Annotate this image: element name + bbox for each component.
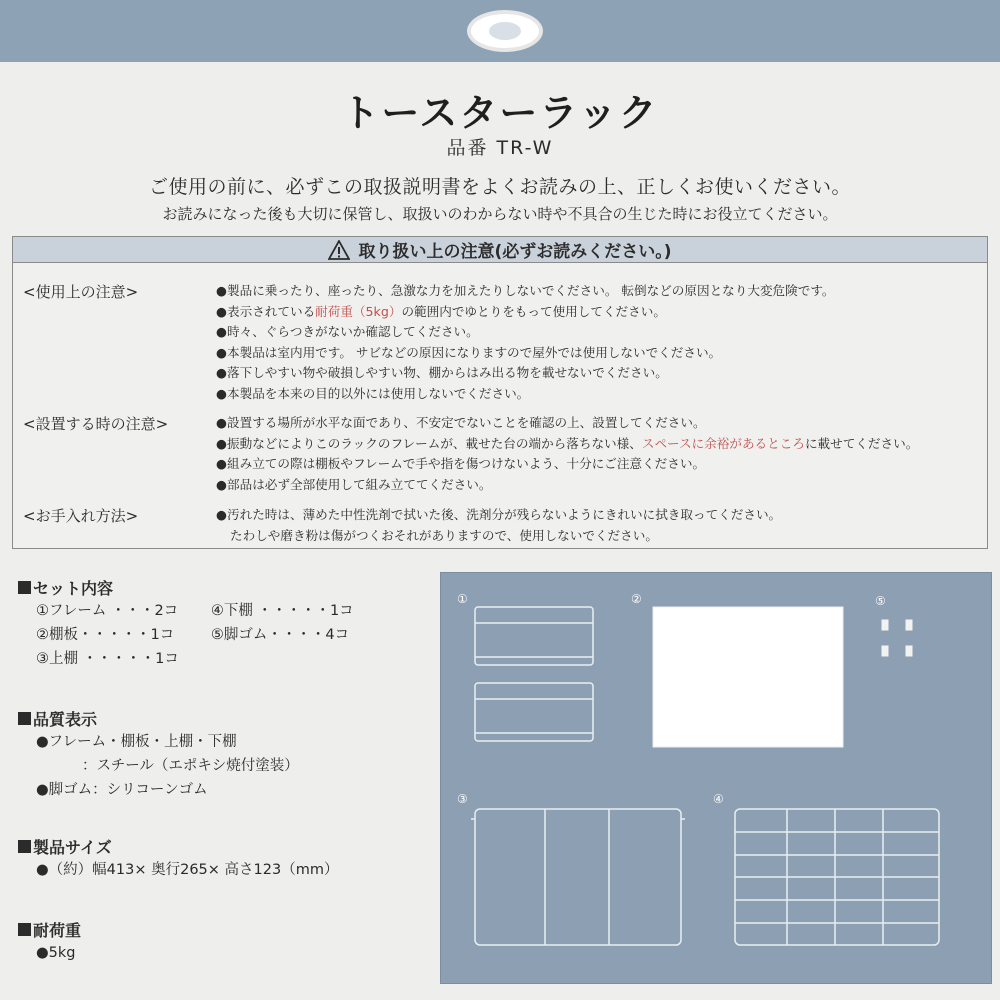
list-item: ●組み立ての際は棚板やフレームで手や指を傷つけないよう、十分にご注意ください。 bbox=[216, 456, 706, 471]
list-item: ●振動などによりこのラックのフレームが、載せた台の端から落ちない様、スペースに余裕があるところに載せてください。 bbox=[216, 435, 919, 451]
list-item: ：スチール（エポキシ焼付塗装） bbox=[82, 758, 299, 774]
care-title: <お手入れ方法> bbox=[23, 507, 139, 525]
list-item: ●落下しやすい物や破損しやすい物、棚からはみ出る物を載せないでください。 bbox=[216, 365, 668, 380]
parts-drawing bbox=[441, 573, 993, 985]
list-item: ①フレーム ・・・2コ bbox=[36, 603, 179, 619]
care-items bbox=[216, 505, 981, 546]
install-items bbox=[216, 413, 981, 495]
frame-part-drawing bbox=[475, 607, 593, 741]
quality-heading: 品質表示 bbox=[18, 707, 299, 730]
upper-shelf-part-drawing bbox=[471, 809, 685, 945]
product-title: トースターラック bbox=[341, 91, 659, 135]
parts-diagram bbox=[440, 572, 992, 984]
list-item: ●（約）幅413× 奥行265× 高さ123（mm） bbox=[36, 862, 339, 878]
lower-shelf-part-drawing bbox=[735, 809, 939, 945]
list-item: ●設置する場所が水平な面であり、不安定でないことを確認の上、設置してください。 bbox=[216, 415, 706, 430]
usage-title: <使用上の注意> bbox=[23, 283, 139, 301]
part-label-5: ⑤ bbox=[875, 594, 886, 608]
part-label-2: ② bbox=[631, 592, 642, 606]
intro-line-2: お読みになった後も大切に保管し、取扱いのわからない時や不具合の生じた時にお役立てください。 bbox=[162, 205, 838, 223]
caution-box bbox=[12, 236, 988, 549]
part-label-3: ③ bbox=[457, 792, 468, 806]
size-section bbox=[18, 835, 338, 882]
shelf-board-part-drawing bbox=[653, 607, 843, 747]
list-item: ●製品に乗ったり、座ったり、急激な力を加えたりしないでください。 転倒などの原因となり大変危険です。 bbox=[216, 283, 835, 298]
square-bullet-icon bbox=[18, 712, 31, 725]
install-title: <設置する時の注意> bbox=[23, 415, 169, 433]
list-item-continued: たわしや磨き粉は傷がつくおそれがありますので、使用しないでください。 bbox=[230, 527, 658, 543]
part-label-4: ④ bbox=[713, 792, 724, 806]
model-number: 品番 TR-W bbox=[446, 137, 554, 159]
load-heading: 耐荷重 bbox=[18, 918, 81, 941]
set-contents-heading: セット内容 bbox=[18, 576, 428, 599]
size-heading: 製品サイズ bbox=[18, 835, 338, 858]
quality-section bbox=[18, 707, 299, 802]
list-item: ●5kg bbox=[36, 945, 76, 961]
rubber-feet-part-drawing bbox=[881, 619, 913, 657]
list-item: ●脚ゴム：シリコーンゴム bbox=[36, 782, 208, 798]
list-item: ●フレーム・棚板・上棚・下棚 bbox=[36, 734, 237, 750]
list-item: ③上棚 ・・・・・1コ bbox=[36, 651, 179, 667]
list-item: ●時々、ぐらつきがないか確認してください。 bbox=[216, 324, 479, 339]
square-bullet-icon bbox=[18, 581, 31, 594]
load-section bbox=[18, 918, 81, 965]
intro-line-1: ご使用の前に、必ずこの取扱説明書をよくお読みの上、正しくお使いください。 bbox=[148, 176, 851, 198]
caution-header bbox=[13, 237, 987, 263]
square-bullet-icon bbox=[18, 840, 31, 853]
warning-triangle-icon bbox=[328, 240, 350, 260]
list-item: ④下棚 ・・・・・1コ bbox=[210, 603, 354, 619]
space-highlight: スペースに余裕があるところ bbox=[641, 435, 805, 451]
hang-hole bbox=[467, 10, 543, 52]
list-item: ②棚板・・・・・1コ bbox=[36, 627, 175, 643]
list-item: ●表示されている耐荷重（5kg）の範囲内でゆとりをもって使用してください。 bbox=[216, 303, 666, 319]
square-bullet-icon bbox=[18, 923, 31, 936]
usage-items bbox=[216, 281, 981, 404]
set-contents-section bbox=[18, 576, 428, 671]
list-item: ●本製品は室内用です。 サビなどの原因になりますので屋外では使用しないでください。 bbox=[216, 344, 722, 360]
list-item: ●汚れた時は、薄めた中性洗剤で拭いた後、洗剤分が残らないようにきれいに拭き取ってください。 bbox=[216, 507, 782, 522]
list-item: ⑤脚ゴム・・・・4コ bbox=[210, 627, 350, 643]
load-limit-highlight: 耐荷重（5kg） bbox=[315, 303, 402, 319]
caution-heading: 取り扱い上の注意(必ずお読みください。) bbox=[358, 242, 672, 262]
list-item: ●本製品を本来の目的以外には使用しないでください。 bbox=[216, 385, 530, 401]
list-item: ●部品は必ず全部使用して組み立ててください。 bbox=[216, 476, 492, 492]
part-label-1: ① bbox=[457, 592, 468, 606]
